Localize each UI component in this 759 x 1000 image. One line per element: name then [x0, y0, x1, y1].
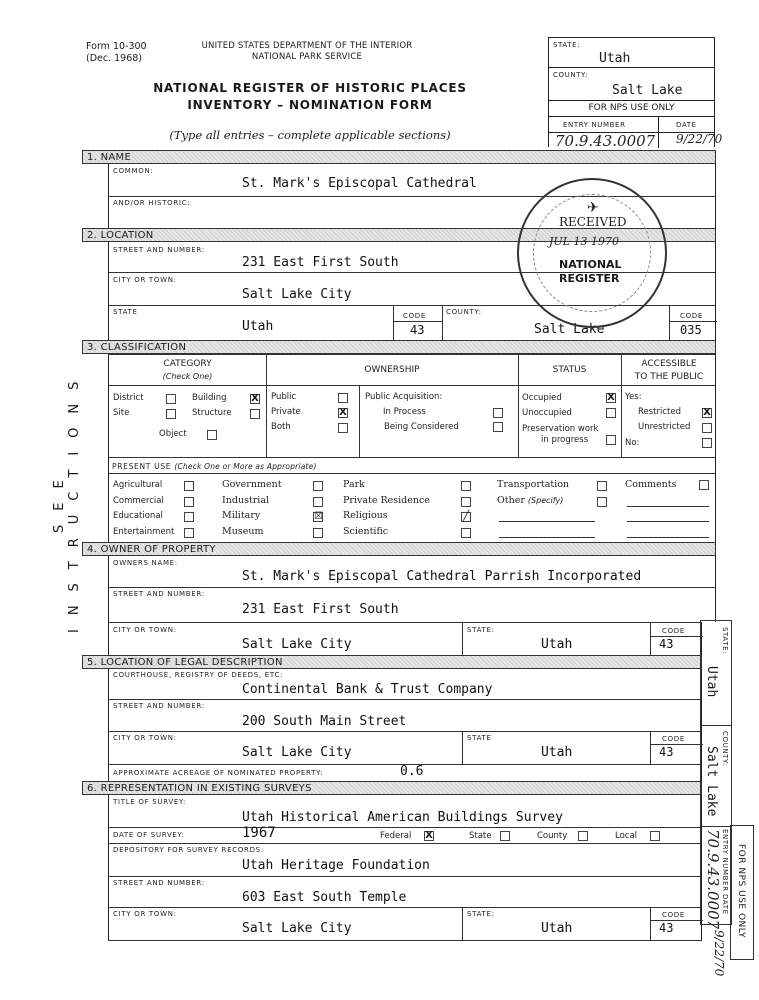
use-commercial-label: Commercial [113, 496, 164, 506]
entry-date-header [549, 117, 714, 133]
county-value: Salt Lake [612, 83, 683, 98]
category-building-label: Building [192, 393, 227, 403]
entry-date-divider [658, 117, 659, 148]
use-transportation-label: Transportation [497, 479, 570, 490]
acquisition-being-considered-label: Being Considered [384, 422, 459, 432]
ownership-private-label: Private [271, 407, 301, 417]
use-transportation-checkbox[interactable] [597, 481, 607, 491]
owner-city-row [108, 622, 702, 655]
divider [650, 623, 651, 656]
category-structure-checkbox[interactable] [250, 409, 260, 419]
strip-state-value: Utah [704, 666, 719, 698]
use-military-label: Military [222, 510, 261, 521]
other-specify-line-2[interactable] [499, 537, 595, 538]
category-district-checkbox[interactable] [166, 394, 176, 404]
divider [109, 587, 715, 588]
historic-name-label: AND/OR HISTORIC: [113, 199, 191, 207]
section-location-heading: 2. LOCATION [87, 230, 154, 241]
category-header: CATEGORY [163, 359, 212, 369]
use-educational-checkbox[interactable] [184, 512, 194, 522]
location-county-value[interactable]: Salt Lake [534, 322, 605, 337]
acquisition-in-process-checkbox[interactable] [493, 408, 503, 418]
status-unoccupied-label: Unoccupied [522, 408, 572, 418]
courthouse-label: COURTHOUSE, REGISTRY OF DEEDS, ETC: [113, 671, 284, 679]
divider [109, 385, 715, 386]
divider [650, 636, 703, 637]
divider [109, 699, 701, 700]
legal-code-value[interactable]: 43 [659, 745, 674, 759]
nps-use-only-strip [730, 825, 754, 960]
strip-entry-value: 70.9.43.0007 [704, 829, 722, 930]
department-heading [182, 41, 432, 63]
divider [393, 321, 442, 322]
depository-label: DEPOSITORY FOR SURVEY RECORDS: [113, 846, 264, 854]
agency-text: NATIONAL PARK SERVICE [251, 52, 363, 62]
comments-line-3[interactable] [627, 537, 709, 538]
county-label: COUNTY: [553, 71, 588, 79]
category-district-label: District [113, 393, 144, 403]
location-city-label: CITY OR TOWN: [113, 276, 177, 284]
divider [359, 385, 360, 457]
owner-code-label: CODE [662, 627, 686, 635]
owner-state-value[interactable]: Utah [541, 637, 573, 652]
accessible-unrestricted-checkbox[interactable] [702, 423, 712, 433]
department-text: UNITED STATES DEPARTMENT OF THE INTERIOR [201, 41, 413, 51]
entry-date-value: 9/22/70 [676, 132, 723, 146]
section-owner-box [108, 556, 716, 622]
survey-date-value[interactable]: 1967 [242, 825, 276, 841]
accessible-restricted-checkbox[interactable]: X [703, 407, 711, 418]
divider [109, 473, 715, 474]
survey-street-label: STREET AND NUMBER: [113, 879, 205, 887]
strip-date-label: DATE [721, 894, 729, 915]
divider [109, 827, 701, 828]
use-private-residence-checkbox[interactable] [461, 497, 471, 507]
received-stamp [517, 178, 667, 328]
see-instructions-side-label [52, 360, 82, 640]
survey-county-checkbox[interactable] [578, 831, 588, 841]
form-title [150, 80, 470, 114]
state-field[interactable] [549, 38, 714, 68]
divider [462, 731, 463, 764]
owner-street-label: STREET AND NUMBER: [113, 590, 205, 598]
section-surveys-heading: 6. REPRESENTATION IN EXISTING SURVEYS [87, 783, 312, 794]
survey-county-label: County [537, 831, 568, 841]
status-header: STATUS [552, 365, 587, 375]
use-private-residence-label: Private Residence [343, 495, 430, 506]
county-code-value[interactable]: 035 [680, 323, 702, 337]
location-state-value[interactable]: Utah [242, 319, 274, 334]
county-field[interactable] [549, 68, 714, 101]
section-classification-box [108, 354, 716, 542]
ownership-public-checkbox[interactable] [338, 393, 348, 403]
divider [650, 907, 651, 941]
status-unoccupied-checkbox[interactable] [606, 408, 616, 418]
section-legal-box [108, 669, 702, 781]
divider [393, 305, 394, 340]
divider [701, 826, 731, 827]
state-code-value[interactable]: 43 [410, 323, 425, 337]
use-other-checkbox[interactable] [597, 497, 607, 507]
state-code-label: CODE [403, 312, 427, 320]
use-agricultural-checkbox[interactable] [184, 481, 194, 491]
divider [462, 623, 463, 656]
survey-city-value[interactable]: Salt Lake City [242, 921, 352, 936]
use-educational-label: Educational [113, 511, 163, 521]
other-specify-line-1[interactable] [499, 521, 595, 522]
location-county-label: COUNTY: [446, 308, 482, 316]
survey-federal-checkbox[interactable]: X [425, 830, 433, 841]
strip-county-label: COUNTY: [721, 731, 729, 766]
owner-city-value[interactable]: Salt Lake City [242, 637, 352, 652]
accessible-no-label: No: [625, 438, 640, 448]
use-comments-checkbox[interactable] [699, 480, 709, 490]
form-number [86, 41, 147, 65]
acquisition-being-considered-checkbox[interactable] [493, 422, 503, 432]
nps-use-only-label: FOR NPS USE ONLY [549, 101, 714, 117]
use-scientific-label: Scientific [343, 526, 389, 537]
stamp-received-text: RECEIVED [559, 215, 627, 229]
divider [109, 731, 701, 732]
ownership-both-label: Both [271, 422, 291, 432]
use-government-label: Government [222, 479, 282, 490]
divider [109, 457, 715, 458]
accessible-header-1: ACCESSIBLE [641, 359, 697, 369]
courthouse-value[interactable]: Continental Bank & Trust Company [242, 682, 493, 697]
survey-code-value[interactable]: 43 [659, 921, 674, 935]
survey-title-value[interactable]: Utah Historical American Buildings Survey [242, 810, 563, 825]
state-value: Utah [599, 51, 631, 66]
survey-street-value[interactable]: 603 East South Temple [242, 890, 407, 905]
survey-local-checkbox[interactable] [650, 831, 660, 841]
section-owner-heading: 4. OWNER OF PROPERTY [87, 544, 216, 555]
divider [650, 744, 703, 745]
entry-number-value: 70.9.43.0007 [555, 132, 656, 150]
status-occupied-label: Occupied [522, 393, 562, 403]
acreage-label: APPROXIMATE ACREAGE OF NOMINATED PROPERTY: [113, 769, 324, 777]
divider [701, 725, 731, 726]
accessible-unrestricted-label: Unrestricted [638, 422, 691, 432]
use-agricultural-label: Agricultural [113, 480, 163, 490]
right-vertical-strip [700, 620, 732, 930]
stamp-national-text: NATIONAL [559, 258, 622, 271]
section-owner-header [82, 542, 716, 556]
legal-street-label: STREET AND NUMBER: [113, 702, 205, 710]
stamp-register-text: REGISTER [559, 272, 620, 285]
section-name-header [82, 150, 716, 164]
section-legal-heading: 5. LOCATION OF LEGAL DESCRIPTION [87, 657, 283, 668]
survey-local-label: Local [615, 831, 638, 841]
location-street-label: STREET AND NUMBER: [113, 246, 205, 254]
divider [109, 843, 701, 844]
accessible-header-2: TO THE PUBLIC [634, 372, 704, 382]
owner-state-label: STATE: [467, 626, 495, 634]
common-name-value[interactable]: St. Mark's Episcopal Cathedral [242, 176, 477, 191]
form-instructions: (Type all entries – complete applicable sections) [169, 128, 451, 142]
legal-state-label: STATE [467, 734, 492, 742]
use-scientific-checkbox[interactable] [461, 528, 471, 538]
section-classification-header [82, 340, 716, 354]
use-other-specify: (Specify) [527, 496, 564, 505]
divider [650, 920, 703, 921]
location-street-value[interactable]: 231 East First South [242, 255, 399, 270]
legal-code-label: CODE [662, 735, 686, 743]
title-line-2: INVENTORY – NOMINATION FORM [187, 98, 433, 112]
divider [442, 305, 443, 340]
top-right-state-county-box [548, 37, 723, 150]
present-use-heading [112, 462, 317, 471]
section-legal-header [82, 655, 702, 669]
divider [109, 876, 701, 877]
location-state-label: STATE [113, 308, 138, 316]
use-religious-checkbox[interactable]: ╱ [462, 511, 470, 522]
ownership-public-label: Public [271, 392, 297, 402]
form-date-text: (Dec. 1968) [86, 53, 143, 64]
ownership-header: OWNERSHIP [364, 365, 420, 375]
use-comments-label: Comments [625, 479, 677, 490]
survey-date-label: DATE OF SURVEY: [113, 831, 185, 839]
use-park-label: Park [343, 479, 365, 490]
use-religious-label: Religious [343, 510, 388, 521]
present-use-label: PRESENT USE [112, 462, 172, 471]
strip-date-value: 9/22/70 [712, 930, 726, 977]
strip-entry-label: ENTRY NUMBER [721, 829, 729, 892]
category-site-label: Site [113, 408, 130, 418]
accessible-yes-label: Yes: [625, 392, 642, 402]
comments-line-1[interactable] [627, 506, 709, 507]
category-structure-label: Structure [192, 408, 232, 418]
section-surveys-header [82, 781, 702, 795]
use-industrial-label: Industrial [222, 495, 270, 506]
survey-state-value[interactable]: Utah [541, 921, 573, 936]
divider [621, 355, 622, 457]
category-subheader: (Check One) [162, 372, 213, 381]
county-code-label: CODE [680, 312, 704, 320]
divider [462, 907, 463, 941]
airplane-icon: ✈ [587, 200, 599, 216]
section-surveys-box [108, 795, 702, 941]
status-occupied-checkbox[interactable]: X [607, 392, 615, 403]
strip-state-label: STATE: [721, 627, 729, 655]
survey-code-label: CODE [662, 911, 686, 919]
divider [650, 731, 651, 764]
common-name-label: COMMON: [113, 167, 154, 175]
accessible-restricted-label: Restricted [638, 407, 682, 417]
form-number-text: Form 10-300 [86, 41, 147, 52]
use-commercial-checkbox[interactable] [184, 497, 194, 507]
owner-street-value[interactable]: 231 East First South [242, 602, 399, 617]
use-entertainment-checkbox[interactable] [184, 528, 194, 538]
category-object-checkbox[interactable] [207, 430, 217, 440]
use-military-checkbox[interactable]: ☒ [314, 511, 323, 522]
use-industrial-checkbox[interactable] [313, 497, 323, 507]
use-other-label [497, 495, 563, 506]
comments-line-2[interactable] [627, 521, 709, 522]
survey-city-label: CITY OR TOWN: [113, 910, 177, 918]
title-line-1: NATIONAL REGISTER OF HISTORIC PLACES [153, 81, 467, 95]
stamp-date-text: JUL 13 1970 [549, 235, 619, 248]
ownership-private-checkbox[interactable]: X [339, 407, 347, 418]
survey-state-label: State [469, 831, 492, 841]
divider [669, 321, 717, 322]
state-label: STATE: [553, 41, 581, 49]
use-government-checkbox[interactable] [313, 481, 323, 491]
status-preservation-label: Preservation work [522, 424, 599, 434]
accessible-no-checkbox[interactable] [702, 438, 712, 448]
legal-state-value[interactable]: Utah [541, 745, 573, 760]
section-classification-heading: 3. CLASSIFICATION [87, 342, 187, 353]
depository-value[interactable]: Utah Heritage Foundation [242, 858, 430, 873]
present-use-sublabel: (Check One or More as Appropriate) [174, 462, 317, 471]
side-instructions-text: SEE INSTRUCTIONS [52, 367, 82, 633]
use-museum-label: Museum [222, 526, 264, 537]
section-name-heading: 1. NAME [87, 152, 132, 163]
legal-city-value[interactable]: Salt Lake City [242, 745, 352, 760]
use-other-label-text: Other [497, 495, 525, 506]
owner-code-value[interactable]: 43 [659, 637, 674, 651]
divider [109, 907, 701, 908]
category-site-checkbox[interactable] [166, 409, 176, 419]
entry-number-label: ENTRY NUMBER [563, 121, 626, 129]
strip-nps-label: FOR NPS USE ONLY [736, 844, 746, 939]
status-preservation-label-2: in progress [541, 435, 589, 445]
owner-city-label: CITY OR TOWN: [113, 626, 177, 634]
legal-city-label: CITY OR TOWN: [113, 734, 177, 742]
survey-state-checkbox[interactable] [500, 831, 510, 841]
public-acquisition-label: Public Acquisition: [365, 392, 443, 402]
use-park-checkbox[interactable] [461, 481, 471, 491]
survey-state-field-label: STATE: [467, 910, 495, 918]
owner-name-label: OWNERS NAME: [113, 559, 178, 567]
survey-title-label: TITLE OF SURVEY: [113, 798, 187, 806]
category-building-checkbox[interactable]: X [251, 393, 259, 404]
ownership-both-checkbox[interactable] [338, 423, 348, 433]
acreage-value[interactable]: 0.6 [400, 764, 424, 779]
date-label: DATE [676, 121, 697, 129]
location-city-value[interactable]: Salt Lake City [242, 287, 352, 302]
legal-street-value[interactable]: 200 South Main Street [242, 714, 407, 729]
strip-county-value: Salt Lake [704, 746, 719, 817]
category-object-label: Object [159, 429, 187, 439]
divider [669, 305, 670, 340]
use-museum-checkbox[interactable] [313, 528, 323, 538]
status-preservation-checkbox[interactable] [606, 435, 616, 445]
acquisition-in-process-label: In Process [383, 407, 426, 417]
survey-federal-label: Federal [380, 831, 412, 841]
owner-name-value[interactable]: St. Mark's Episcopal Cathedral Parrish Incorporated [242, 569, 642, 584]
use-entertainment-label: Entertainment [113, 527, 175, 537]
